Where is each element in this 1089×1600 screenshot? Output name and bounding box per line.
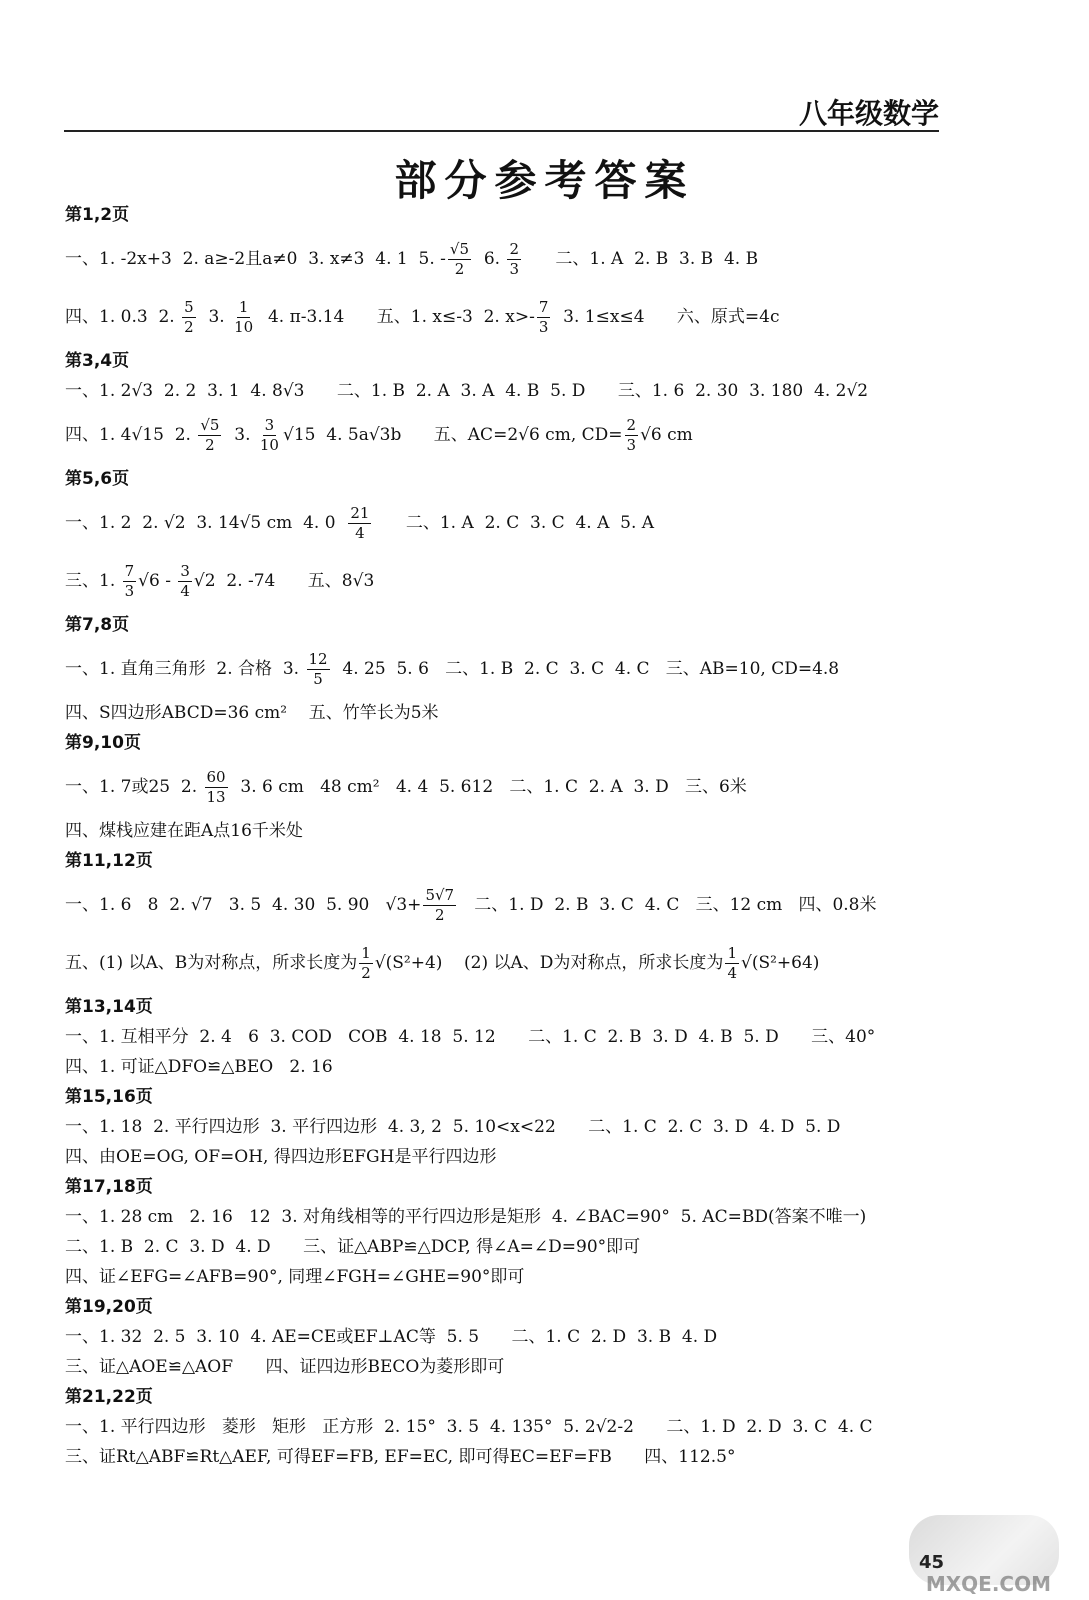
answer-line xyxy=(65,698,965,728)
fraction-denominator: 4 xyxy=(180,581,190,600)
fraction xyxy=(359,944,373,983)
answer-text: 3. xyxy=(223,425,256,445)
answer-text: 四、1. 4√15 2. xyxy=(65,425,197,445)
answer-text: 二、1. A 2. C 3. C 4. A 5. A xyxy=(373,513,655,533)
answer-text: 一、1. 2 2. √2 3. 14√5 cm 4. 0 xyxy=(65,513,347,533)
answer-line xyxy=(65,552,965,610)
answer-text: 3. 6 cm 48 cm² 4. 4 5. 612 二、1. C 2. A 3. D 三、6米 xyxy=(229,777,747,797)
fraction-denominator: 2 xyxy=(184,317,194,336)
answer-text: 四、1. 0.3 2. xyxy=(65,307,181,327)
section-title: 第19,20页 xyxy=(65,1297,153,1317)
answer-line xyxy=(65,376,965,406)
fraction-numerator: 7 xyxy=(538,297,549,316)
fraction-denominator: 3 xyxy=(509,259,519,278)
answer-line xyxy=(65,1442,965,1472)
answer-line xyxy=(65,1412,965,1442)
fraction-numerator: 1 xyxy=(361,943,371,962)
fraction xyxy=(182,298,196,337)
answer-text: 三、证△AOE≌△AOF 四、证四边形BECO为菱形即可 xyxy=(65,1357,505,1377)
answer-text: 4. π-3.14 五、1. x≤-3 2. x>- xyxy=(257,307,535,327)
fraction xyxy=(348,504,371,543)
answer-text: 二、1. A 2. B 3. B 4. B xyxy=(523,249,759,269)
fraction-numerator: √5 xyxy=(200,415,220,434)
answer-line xyxy=(65,1202,965,1232)
fraction-denominator: 10 xyxy=(234,317,254,336)
answer-text: 四、煤栈应建在距A点16千米处 xyxy=(65,821,303,841)
answer-line xyxy=(65,230,965,288)
answer-text: 四、证∠EFG=∠AFB=90°, 同理∠FGH=∠GHE=90°即可 xyxy=(65,1267,525,1287)
section-title: 第9,10页 xyxy=(65,733,141,753)
fraction-denominator: 2 xyxy=(434,905,445,924)
answer-text: √15 4. 5a√3b 五、AC=2√6 cm, CD= xyxy=(282,425,623,445)
section-title: 第21,22页 xyxy=(65,1387,153,1407)
answer-text: 4. 25 5. 6 二、1. B 2. C 3. C 4. C 三、AB=10, CD=4.8 xyxy=(331,659,840,679)
answer-text: √6 - xyxy=(138,571,177,591)
fraction xyxy=(123,562,137,601)
answer-text: 一、1. -2x+3 2. a≥-2且a≠0 3. x≠3 4. 1 5. - xyxy=(65,249,446,269)
fraction-numerator: 60 xyxy=(206,767,226,786)
fraction-numerator: 3 xyxy=(264,415,275,434)
fraction xyxy=(205,768,228,807)
fraction-numerator: 3 xyxy=(180,561,190,580)
answer-line xyxy=(65,1352,965,1382)
answer-text: √6 cm xyxy=(640,425,693,445)
answer-text: 6. xyxy=(473,249,506,269)
section-title: 第3,4页 xyxy=(65,351,130,371)
fraction xyxy=(725,944,739,983)
answer-text: 二、1. B 2. C 3. D 4. D 三、证△ABP≌△DCP, 得∠A=∠D=90°即可 xyxy=(65,1237,641,1257)
fraction xyxy=(307,650,330,689)
fraction xyxy=(423,886,456,925)
answer-text: 一、1. 28 cm 2. 16 12 3. 对角线相等的平行四边形是矩形 4. ∠BAC=90° 5. AC=BD(答案不唯一) xyxy=(65,1207,867,1227)
answer-text: 3. 1≤x≤4 六、原式=4c xyxy=(552,307,780,327)
fraction-numerator: 2 xyxy=(626,415,637,434)
answer-line xyxy=(65,1112,965,1142)
fraction xyxy=(537,298,551,337)
fraction xyxy=(507,240,521,279)
answer-text: 一、1. 6 8 2. √7 3. 5 4. 30 5. 90 √3+ xyxy=(65,895,422,915)
answer-line xyxy=(65,406,965,464)
fraction-denominator: 3 xyxy=(124,581,135,600)
section-title: 第5,6页 xyxy=(65,469,130,489)
answer-line xyxy=(65,876,965,934)
answer-line xyxy=(65,640,965,698)
answer-line xyxy=(65,1022,965,1052)
fraction-numerator: 7 xyxy=(124,561,135,580)
fraction-numerator: 1 xyxy=(238,297,249,316)
fraction-denominator: 13 xyxy=(206,787,226,806)
section-title: 第7,8页 xyxy=(65,615,130,635)
answer-text: 一、1. 18 2. 平行四边形 3. 平行四边形 4. 3, 2 5. 10<x<22 二、1. C 2. C 3. D 4. D 5. D xyxy=(65,1117,841,1137)
fraction xyxy=(448,240,471,279)
answer-text: 五、(1) 以A、B为对称点，所求长度为 xyxy=(65,953,358,973)
answer-text: 一、1. 7或25 2. xyxy=(65,777,203,797)
answer-line xyxy=(65,1262,965,1292)
section-title: 第15,16页 xyxy=(65,1087,153,1107)
fraction-numerator: 5 xyxy=(184,297,194,316)
answer-line xyxy=(65,1142,965,1172)
header-divider xyxy=(64,130,939,132)
fraction xyxy=(178,562,192,601)
answer-text: 四、1. 可证△DFO≌△BEO 2. 16 xyxy=(65,1057,333,1077)
fraction-numerator: 5√7 xyxy=(425,885,455,904)
answer-text: 3. xyxy=(197,307,231,327)
fraction-denominator: 10 xyxy=(259,435,279,454)
answer-text: 一、1. 直角三角形 2. 合格 3. xyxy=(65,659,305,679)
fraction-denominator: 4 xyxy=(727,963,737,982)
answer-text: √(S²+4) (2) 以A、D为对称点，所求长度为 xyxy=(374,953,724,973)
fraction xyxy=(232,298,255,337)
fraction-denominator: 2 xyxy=(361,963,371,982)
section-title: 第13,14页 xyxy=(65,997,153,1017)
answer-line xyxy=(65,494,965,552)
fraction-denominator: 4 xyxy=(355,523,365,542)
answer-text: 一、1. 互相平分 2. 4 6 3. COD COB 4. 18 5. 12 二、1. C 2. B 3. D 4. B 5. D 三、40° xyxy=(65,1027,876,1047)
fraction xyxy=(625,416,639,455)
answer-text: 二、1. D 2. B 3. C 4. C 三、12 cm 四、0.8米 xyxy=(458,895,877,915)
answer-text: √2 2. -74 五、8√3 xyxy=(193,571,375,591)
answer-line xyxy=(65,288,965,346)
answer-line xyxy=(65,1232,965,1262)
page-title: 部分参考答案 xyxy=(394,156,695,205)
fraction-denominator: 3 xyxy=(538,317,549,336)
fraction-denominator: 3 xyxy=(626,435,637,454)
answer-content xyxy=(65,200,965,1472)
answer-text: 三、证Rt△ABF≌Rt△AEF, 可得EF=FB, EF=EC, 即可得EC=EF=FB 四、112.5° xyxy=(65,1447,736,1467)
answer-line xyxy=(65,1052,965,1082)
answer-text: 四、由OE=OG, OF=OH, 得四边形EFGH是平行四边形 xyxy=(65,1147,497,1167)
answer-line xyxy=(65,758,965,816)
answer-text: 三、1. xyxy=(65,571,121,591)
section-title: 第1,2页 xyxy=(65,205,130,225)
page-number: 45 xyxy=(918,1552,944,1573)
fraction-denominator: 2 xyxy=(454,259,465,278)
fraction-numerator: 1 xyxy=(727,943,737,962)
fraction xyxy=(258,416,281,455)
answer-text: 一、1. 32 2. 5 3. 10 4. AE=CE或EF⊥AC等 5. 5 二、1. C 2. D 3. B 4. D xyxy=(65,1327,718,1347)
answer-text: √(S²+64) xyxy=(740,953,820,973)
fraction-numerator: 2 xyxy=(509,239,519,258)
fraction-numerator: 21 xyxy=(350,503,370,522)
answer-text: 一、1. 平行四边形 菱形 矩形 正方形 2. 15° 3. 5 4. 135° 5. 2√2-2 二、1. D 2. D 3. C 4. C xyxy=(65,1417,873,1437)
answer-line xyxy=(65,934,965,992)
answer-text: 一、1. 2√3 2. 2 3. 1 4. 8√3 二、1. B 2. A 3. A 4. B 5. D 三、1. 6 2. 30 3. 180 4. 2√2 xyxy=(65,381,869,401)
answer-line xyxy=(65,816,965,846)
answer-text: 四、S四边形ABCD=36 cm² 五、竹竿长为5米 xyxy=(65,703,439,723)
section-title: 第11,12页 xyxy=(65,851,153,871)
section-title: 第17,18页 xyxy=(65,1177,153,1197)
watermark-text: MXQE.COM xyxy=(925,1572,1051,1596)
book-title: 八年级数学 xyxy=(798,97,939,130)
fraction-denominator: 2 xyxy=(205,435,215,454)
answer-line xyxy=(65,1322,965,1352)
fraction-numerator: √5 xyxy=(449,239,470,258)
fraction-denominator: 5 xyxy=(313,669,323,688)
fraction-numerator: 12 xyxy=(308,649,328,668)
fraction xyxy=(198,416,221,455)
